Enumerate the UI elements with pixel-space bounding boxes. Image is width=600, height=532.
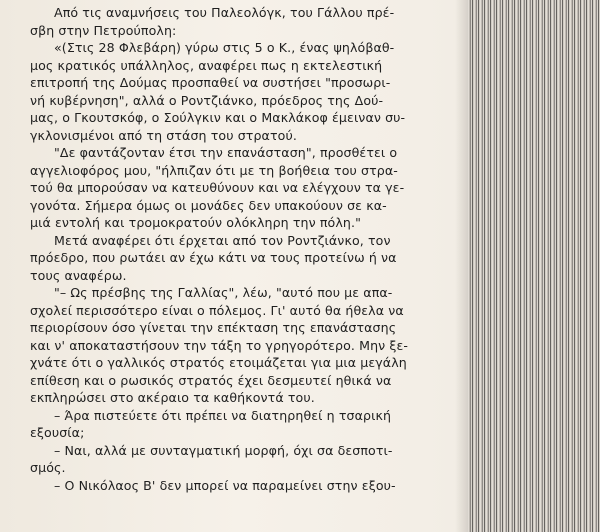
text-line: αγγελιοφόρος μου, "ήλπιζαν ότι με τη βοήθεια του στρα- (30, 162, 398, 178)
text-line: τού θα μπορούσαν να κατευθύνουν και να ελέγχουν τα γε- (30, 180, 405, 195)
text-line: εκπληρώσει στο ακέραιο τα καθήκοντά του. (30, 390, 315, 405)
text-line: επίθεση και ο ρωσικός στρατός έχει δεσμευτεί ηθικά να (30, 372, 392, 388)
text-line: σχολεί περισσότερο είναι ο πόλεμος. Γι' αυτό θα ήθελα να (30, 302, 404, 318)
text-line: πρόεδρο, που ρωτάει αν έχω κάτι να τους προτείνω ή να (30, 250, 397, 265)
text-line: εξουσία; (30, 425, 85, 440)
text-line: "– Ως πρέσβης της Γαλλίας", λέω, "αυτό που με απα- (54, 285, 393, 300)
text-line: Μετά αναφέρει ότι έρχεται από τον Ροντζιάνκο, τον (54, 232, 391, 248)
text-line: μιά εντολή και τρομοκρατούν ολόκληρη την πόλη." (30, 215, 361, 230)
text-line: – Ο Νικόλαος Β' δεν μπορεί να παραμείνει στην εξου- (54, 477, 396, 493)
text-line: – Άρα πιστεύετε ότι πρέπει να διατηρηθεί η τσαρική (54, 407, 392, 423)
text-line: χνάτε ότι ο γαλλικός στρατός ετοιμάζεται για μια μεγάλη (30, 355, 407, 370)
text-line: "Δε φαντάζονταν έτσι την επανάσταση", προσθέτει ο (54, 145, 398, 160)
text-line: τους αναφέρω. (30, 267, 127, 283)
text-line: μος κρατικός υπάλληλος, αναφέρει πως η εκτελεστική (30, 57, 383, 73)
text-line: μας, ο Γκουτσκόφ, ο Σούλγκιν και ο Μακλάκοφ έμειναν συ- (30, 110, 406, 125)
text-line: σμός. (30, 460, 66, 475)
text-line: «(Στις 28 Φλεβάρη) γύρω στις 5 ο Κ., ένας ψηλόβαθ- (54, 40, 395, 55)
page-text (30, 4, 452, 494)
text-line: σβη στην Πετρούπολη: (30, 22, 177, 38)
text-line: – Ναι, αλλά με συνταγματική μορφή, όχι σα δεσποτι- (54, 442, 393, 458)
text-line: νή κυβέρνηση", αλλά ο Ροντζιάνκο, πρόεδρος της Δού- (30, 92, 384, 108)
text-line: γκλονισμένοι από τη στάση του στρατού. (30, 127, 297, 143)
text-line: περιορίσουν όσο γίνεται την επέκταση της επανάστασης (30, 320, 397, 335)
text-line: και ν' αποκαταστήσουν την τάξη το γρηγορότερο. Μην ξε- (30, 337, 409, 353)
text-line: γονότα. Σήμερα όμως οι μονάδες δεν υπακούουν σε κα- (30, 197, 387, 213)
text-line: Από τις αναμνήσεις του Παλεολόγκ, του Γάλλου πρέ- (54, 5, 395, 20)
text-line: επιτροπή της Δούμας προσπαθεί να συστήσει "προσωρι- (30, 75, 391, 90)
book-page-edges (468, 0, 600, 532)
